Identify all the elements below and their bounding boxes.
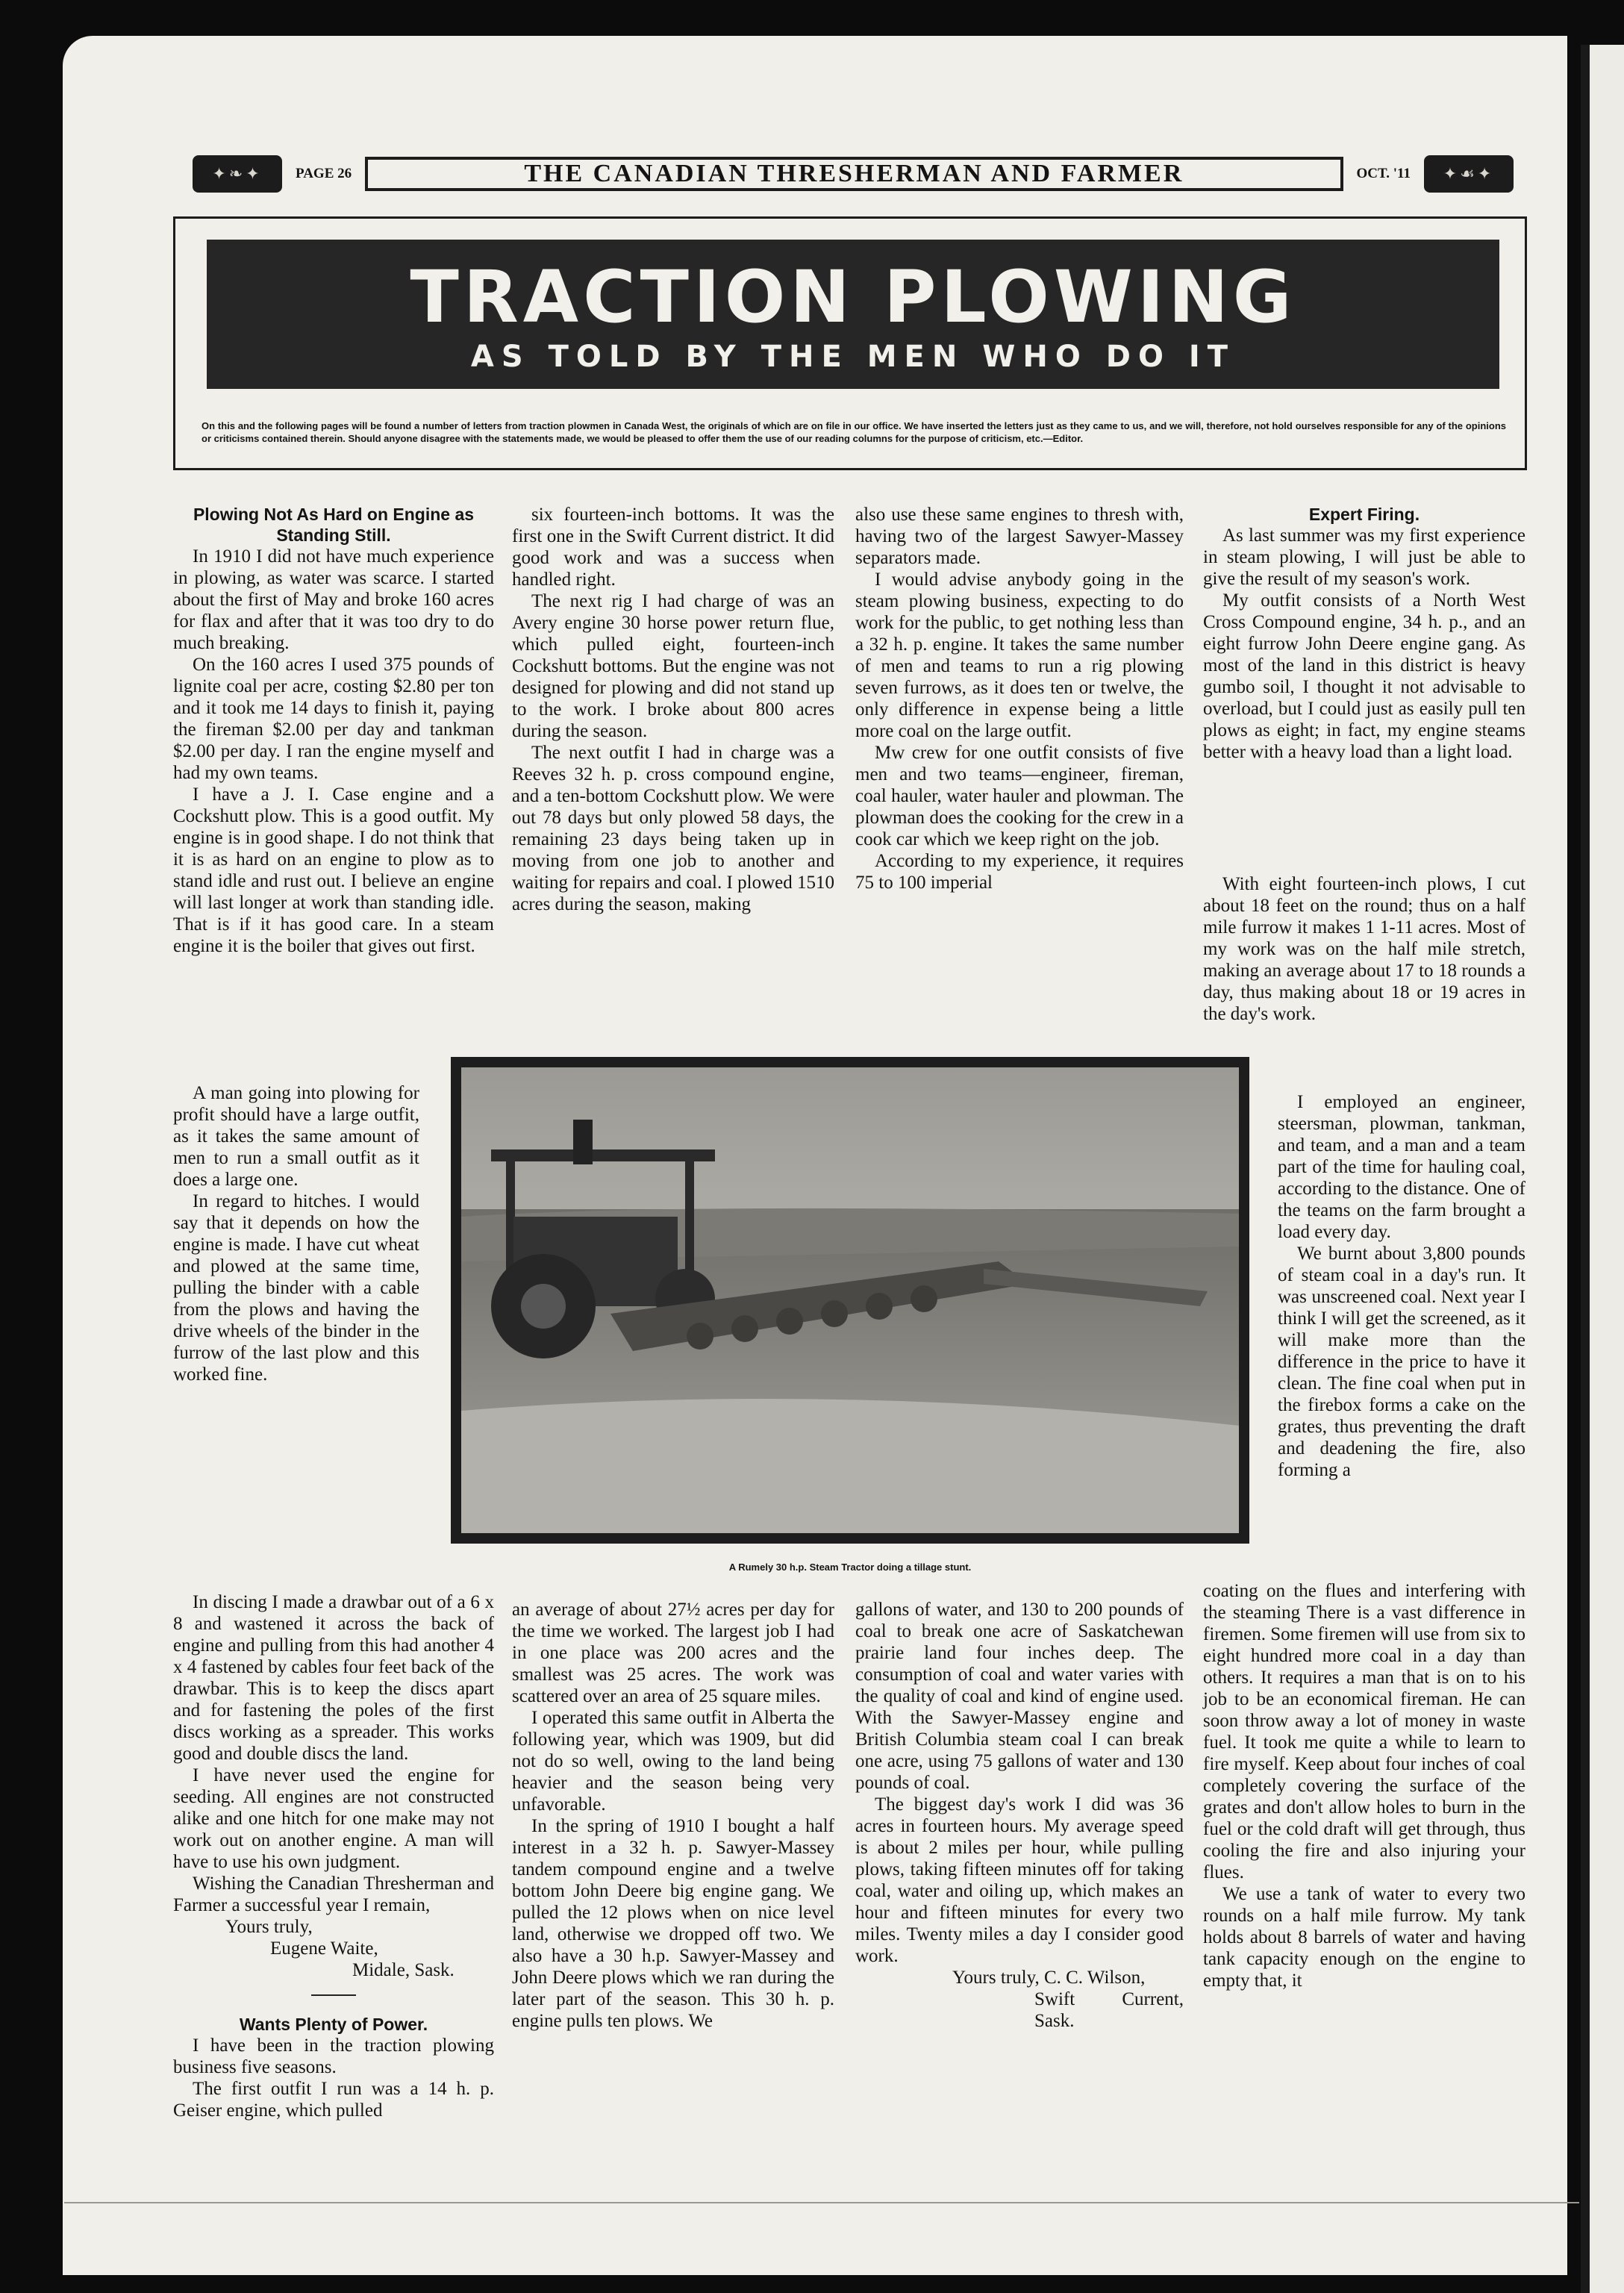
column-4-bottom bbox=[1203, 1580, 1525, 1991]
paragraph: In 1910 I did not have much experience in plowing, as water was scarce. I started about the first of May and broke 160 acres for flax and after that it was too dry to do much breaking. bbox=[173, 546, 494, 653]
column-4-middle bbox=[1203, 873, 1525, 1025]
paragraph: The biggest day's work I did was 36 acres in fourteen hours. My average speed is about 2 miles per hour, while pulling plows, taking fifteen minutes off for taking coal, water and oiling up, which makes an hour and fifteen minutes for every two miles. Twenty miles a day I consider good work. bbox=[855, 1794, 1184, 1966]
signature-closing: Yours truly, bbox=[225, 1917, 313, 1937]
signature-name: Yours truly, C. C. Wilson, bbox=[952, 1968, 1146, 1988]
paragraph: According to my experience, it requires 75 to 100 imperial bbox=[855, 851, 1184, 893]
column-2-top bbox=[512, 504, 834, 915]
column-3-bottom bbox=[855, 1599, 1184, 2032]
column-1-narrow bbox=[173, 1082, 419, 1385]
paragraph: In discing I made a drawbar out of a 6 x 8 and wastened it across the back of engine and pulling from this had another 4 x 4 fastened by cables four feet back of the drawbar. This is to keep the discs apart and for fastening the poles of the first discs working as a spreader. This works good and double discs the land. bbox=[173, 1592, 494, 1764]
editor-note: On this and the following pages will be found a number of letters from traction plowmen in Canada West, the originals of which are on file in our office. We have inserted the letters just as they came to us, and we will, therefore, not hold ourselves responsible for any of the opinions or criticisms contained therein. Should anyone disagree with the statements made, we would be pleased to offer them the use of our reading columns for the purpose of criticism, etc.—Editor. bbox=[202, 420, 1506, 444]
paragraph: With eight fourteen-inch plows, I cut about 18 feet on the round; thus on a half mile furrow it makes 1 1-11 acres. Most of my work was on the half mile stretch, making an average about 17 to 18 rounds a day, thus making about 18 or 19 acres in the day's work. bbox=[1203, 874, 1525, 1024]
paragraph: Wishing the Canadian Thresherman and Farmer a successful year I remain, bbox=[173, 1874, 494, 1915]
section-banner bbox=[207, 240, 1499, 389]
section-title: TRACTION PLOWING bbox=[410, 255, 1296, 339]
paragraph: The next outfit I had in charge was a Reeves 32 h. p. cross compound engine, and a ten-bottom Cockshutt plow. We were out 78 days but only plowed 58 days, the remaining 23 days being taken up in moving from one job to another and waiting for repairs and coal. I plowed 1510 acres during the season, making bbox=[512, 743, 834, 914]
facing-page-edge bbox=[1581, 45, 1624, 2293]
paragraph: I have a J. I. Case engine and a Cockshutt plow. This is a good outfit. My engine is in good shape. I do not think that it is as hard on an engine to plow as to stand idle and rust out. I believe an engine will last longer at work than standing idle. That is if it has good care. In a steam engine it is the boiler that gives out first. bbox=[173, 784, 494, 956]
paragraph: an average of about 27½ acres per day for the time we worked. The largest job I had in one place was 200 acres and the smallest was 25 acres. The work was scattered over an area of 25 square miles. bbox=[512, 1600, 834, 1706]
signature-location: Midale, Sask. bbox=[352, 1960, 455, 1980]
paragraph: gallons of water, and 130 to 200 pounds of coal to break one acre of Saskatchewan prairie land four inches deep. The consumption of coal and water varies with the quality of coal and kind of engine used. With the Sawyer-Massey engine and British Columbia steam coal I can break one acre, using 75 gallons of water and 130 pounds of coal. bbox=[855, 1600, 1184, 1793]
paragraph: six fourteen-inch bottoms. It was the first one in the Swift Current district. It did good work and was a success when handled right. bbox=[512, 505, 834, 590]
steam-tractor-photo bbox=[451, 1057, 1249, 1544]
paragraph: I have been in the traction plowing business five seasons. bbox=[173, 2035, 494, 2077]
column-4-narrow bbox=[1278, 1091, 1525, 1481]
masthead-left-ornament: ✦❧✦ bbox=[193, 155, 282, 193]
paragraph: Mw crew for one outfit consists of five men and two teams—engineer, fireman, coal hauler, water hauler and plowman. The plowman does the cooking for the crew in a cook car which we keep right on the job. bbox=[855, 743, 1184, 849]
paragraph: I have never used the engine for seeding. All engines are not constructed alike and one hitch for one make may not work out on another engine. A man will have to use his own judgment. bbox=[173, 1765, 494, 1872]
column-1-bottom bbox=[173, 1591, 494, 2121]
article-heading: Plowing Not As Hard on Engine as Standing Still. bbox=[193, 505, 475, 545]
paragraph: As last summer was my first experience in steam plowing, I will just be able to give the result of my season's work. bbox=[1203, 525, 1525, 589]
photo-illustration bbox=[461, 1067, 1239, 1533]
column-2-bottom bbox=[512, 1599, 834, 2032]
section-subtitle: AS TOLD BY THE MEN WHO DO IT bbox=[470, 340, 1236, 374]
paragraph: We use a tank of water to every two rounds on a half mile furrow. My tank holds about 8 barrels of water and having tank capacity enough on the engine to empty that, it bbox=[1203, 1884, 1525, 1991]
divider bbox=[311, 1994, 356, 1996]
paragraph: I would advise anybody going in the steam plowing business, expecting to do work for the public, to get nothing less than a 32 h. p. engine. It takes the same number of men and teams to run a rig plowing seven furrows, as it does ten or twelve, the only difference in expense being a little more coal on the large outfit. bbox=[855, 570, 1184, 741]
column-1-top bbox=[173, 504, 494, 957]
publication-title: THE CANADIAN THRESHERMAN AND FARMER bbox=[365, 157, 1343, 191]
issue-date: OCT. '11 bbox=[1356, 166, 1411, 181]
paragraph: In regard to hitches. I would say that it depends on how the engine is made. I have cut wheat and plowed at the same time, pulling the binder with a cable from the plows and having the drive wheels of the binder in the furrow of the last plow and this worked fine. bbox=[173, 1191, 419, 1385]
page-number: PAGE 26 bbox=[296, 166, 352, 181]
paragraph: I operated this same outfit in Alberta the following year, which was 1909, but did not do so well, owing to the land being heavier and the season being very unfavorable. bbox=[512, 1708, 834, 1815]
masthead-right-ornament: ✦☙✦ bbox=[1424, 155, 1514, 193]
paragraph: also use these same engines to thresh with, having two of the largest Sawyer-Massey separators made. bbox=[855, 505, 1184, 568]
paragraph: The first outfit I run was a 14 h. p. Geiser engine, which pulled bbox=[173, 2079, 494, 2121]
masthead bbox=[193, 155, 1514, 193]
paragraph: The next rig I had charge of was an Avery engine 30 horse power return flue, which pulled eight, fourteen-inch Cockshutt bottoms. But the engine was not designed for plowing and did not stand up to the work. I broke about 800 acres during the season. bbox=[512, 591, 834, 741]
signature-name: Eugene Waite, bbox=[270, 1938, 378, 1959]
paragraph: A man going into plowing for profit should have a large outfit, as it takes the same amount of men to run a small outfit as it does a large one. bbox=[173, 1083, 419, 1190]
column-4-top bbox=[1203, 504, 1525, 763]
paragraph: I employed an engineer, steersman, plowman, tankman, and team, and a man and a team part of the time for hauling coal, according to the distance. One of the teams on the farm brought a load every day. bbox=[1278, 1092, 1525, 1242]
paragraph: My outfit consists of a North West Cross Compound engine, 34 h. p., and an eight furrow John Deere engine gang. As most of the land in this district is heavy gumbo soil, I thought it not advisable to overload, but I could just as easily pull ten plows as eight; in fact, my engine steams better with a heavy load than a light load. bbox=[1203, 590, 1525, 762]
paragraph: In the spring of 1910 I bought a half interest in a 32 h. p. Sawyer-Massey tandem compound engine and a twelve bottom John Deere big engine gang. We pulled the 12 plows when on nice level land, otherwise we dropped off two. We also have a 30 h.p. Sawyer-Massey and John Deere plows which we ran during the later part of the season. This 30 h. p. engine pulls ten plows. We bbox=[512, 1816, 834, 2031]
signature-location: Swift Current, Sask. bbox=[1034, 1989, 1184, 2031]
paragraph: coating on the flues and interfering with the steaming There is a vast difference in firemen. Some firemen will use from six to eight hundred more coal in a day than others. It requires a man that is on to his job to be an economical fireman. He can soon throw away a lot of money in waste fuel. It took me quite a while to learn to fire myself. Keep about four inches of coal completely covering the surface of the grates and don't allow holes to burn in the fuel or the cold draft will get through, thus cooling the fire and also injuring your flues. bbox=[1203, 1581, 1525, 1882]
photo-caption: A Rumely 30 h.p. Steam Tractor doing a tillage stunt. bbox=[728, 1562, 972, 1573]
article-heading: Wants Plenty of Power. bbox=[239, 2015, 428, 2034]
paragraph: We burnt about 3,800 pounds of steam coal in a day's run. It was unscreened coal. Next year I think I will get the screened, as it will make more than the difference in the price to have it clean. The fine coal when put in the firebox forms a cake on the grates, thus preventing the draft and deadening the fire, also forming a bbox=[1278, 1244, 1525, 1480]
article-heading: Expert Firing. bbox=[1308, 505, 1420, 524]
page-bottom-rule bbox=[64, 2202, 1579, 2203]
paragraph: On the 160 acres I used 375 pounds of lignite coal per acre, costing $2.80 per ton and it took me 14 days to finish it, paying the fireman $2.00 per day and tankman $2.00 per day. I ran the engine myself and had my own teams. bbox=[173, 655, 494, 783]
column-3-top bbox=[855, 504, 1184, 893]
